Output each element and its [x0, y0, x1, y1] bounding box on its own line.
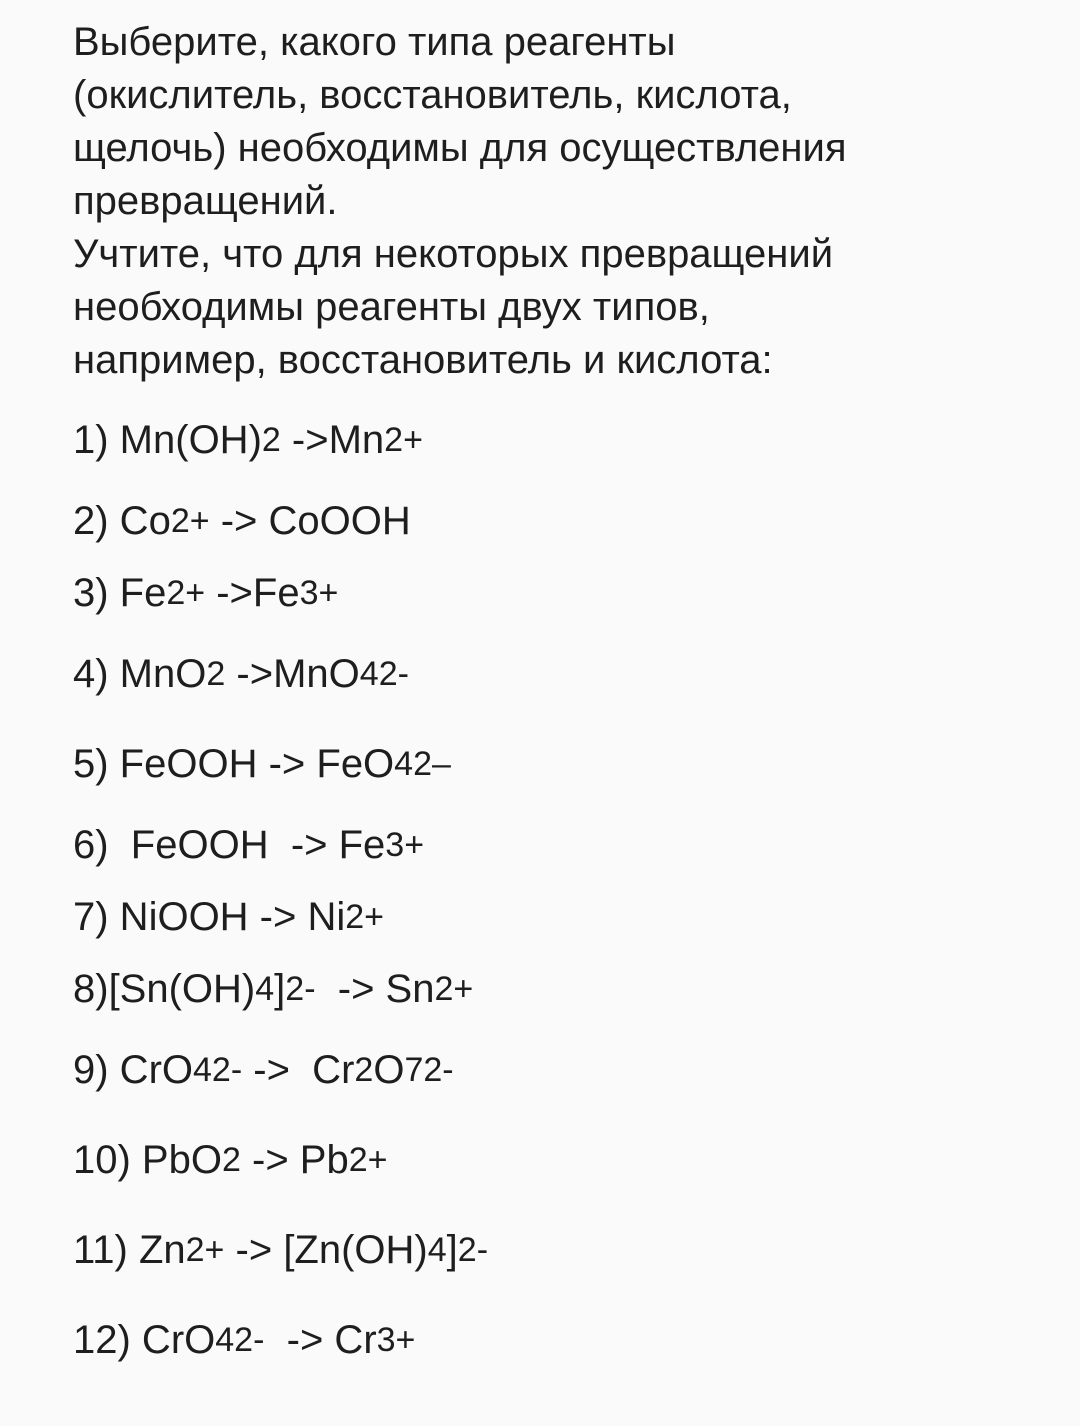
instruction-line: Учтите, что для некоторых превращений	[73, 232, 834, 276]
index-subscript: 2	[354, 1050, 374, 1089]
charge-superscript: 3+	[385, 825, 425, 864]
index-subscript: 7	[404, 1050, 424, 1089]
index-subscript: 4	[193, 1050, 212, 1089]
index-subscript: 4	[427, 1230, 447, 1269]
reaction-item	[73, 809, 1033, 881]
index-subscript: 2	[221, 1140, 241, 1179]
formula-text: 5) FeOOH -> FeO	[73, 741, 395, 786]
reaction-item	[73, 1205, 1033, 1295]
reaction-list	[73, 395, 1033, 1385]
reaction-item	[73, 395, 1033, 485]
reaction-item	[73, 953, 1033, 1025]
instructions	[73, 16, 1033, 387]
index-subscript: 4	[359, 654, 379, 693]
formula-text: 10) PbO	[73, 1137, 222, 1182]
charge-superscript: 2+	[384, 420, 423, 459]
formula-text: 11) Zn	[73, 1227, 186, 1272]
formula-text: -> [Zn(OH)	[224, 1227, 428, 1272]
instruction-line: превращений.	[73, 179, 338, 223]
index-subscript: 4	[394, 744, 414, 783]
index-subscript: 2	[261, 420, 281, 459]
reaction-item	[73, 1115, 1033, 1205]
formula-text: -> Cr	[264, 1317, 377, 1362]
formula-text: -> CoOOH	[209, 498, 411, 543]
reaction-item	[73, 557, 1033, 629]
formula-text: 9) CrO	[73, 1047, 193, 1092]
instruction-line: например, восстановитель и кислота:	[73, 338, 773, 382]
reaction-item	[73, 1295, 1033, 1385]
formula-text: 3) Fe	[73, 570, 167, 615]
instruction-line: (окислитель, восстановитель, кислота,	[73, 73, 792, 117]
formula-text: -> Pb	[240, 1137, 349, 1182]
charge-superscript: 2+	[166, 573, 206, 612]
charge-superscript: 2+	[170, 501, 210, 540]
formula-text: 8)[Sn(OH)	[73, 966, 256, 1011]
formula-text: 4) MnO	[73, 651, 207, 696]
reaction-item	[73, 719, 1033, 809]
formula-text: 1) Mn(OH)	[73, 417, 262, 462]
charge-superscript: 2-	[211, 1050, 243, 1089]
reaction-item	[73, 629, 1033, 719]
reaction-item	[73, 485, 1033, 557]
reaction-item	[73, 1025, 1033, 1115]
charge-superscript: 2-	[234, 1320, 265, 1359]
reaction-item	[73, 881, 1033, 953]
formula-text: 6) FeOOH -> Fe	[73, 822, 386, 867]
charge-superscript: 2-	[378, 654, 409, 693]
charge-superscript: 2-	[423, 1050, 454, 1089]
charge-superscript: 2+	[434, 969, 474, 1008]
charge-superscript: 2+	[348, 1140, 388, 1179]
instruction-line: щелочь) необходимы для осуществления	[73, 126, 847, 170]
formula-text: O	[373, 1047, 405, 1092]
formula-text: 12) CrO	[73, 1317, 216, 1362]
instruction-line: Выберите, какого типа реагенты	[73, 20, 676, 64]
charge-superscript: 3+	[376, 1320, 416, 1359]
formula-text: ->Fe	[205, 570, 300, 615]
charge-superscript: 2-	[457, 1230, 489, 1269]
formula-text: 7) NiOOH -> Ni	[73, 894, 346, 939]
formula-text: ->MnO	[225, 651, 360, 696]
charge-superscript: 3+	[299, 573, 339, 612]
index-subscript: 4	[215, 1320, 235, 1359]
formula-text: ->Mn	[280, 417, 385, 462]
task-text	[73, 16, 1033, 1385]
formula-text: -> Cr	[242, 1047, 355, 1092]
charge-superscript: 2–	[413, 744, 451, 783]
formula-text: ]	[274, 966, 286, 1011]
index-subscript: 4	[255, 969, 275, 1008]
charge-superscript: 2+	[185, 1230, 225, 1269]
formula-text: 2) Co	[73, 498, 171, 543]
formula-text: -> Sn	[315, 966, 435, 1011]
charge-superscript: 2+	[345, 897, 385, 936]
instruction-line: необходимы реагенты двух типов,	[73, 285, 710, 329]
formula-text: ]	[446, 1227, 458, 1272]
index-subscript: 2	[206, 654, 226, 693]
charge-superscript: 2-	[285, 969, 316, 1008]
